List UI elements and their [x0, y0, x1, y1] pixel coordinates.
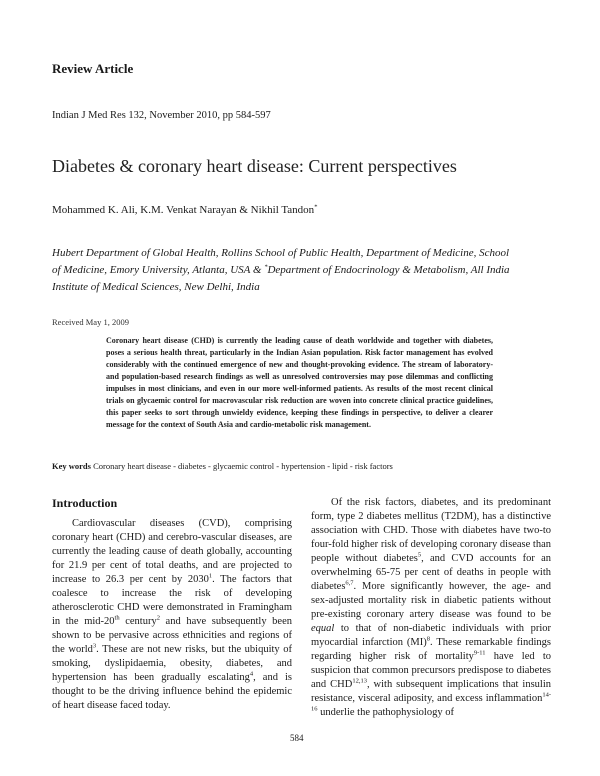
text-run: underlie the pathophysiology of [317, 707, 454, 718]
intro-paragraph-2 [311, 496, 551, 720]
received-date: Received May 1, 2009 [52, 317, 129, 327]
affiliation-part2: Department of Endocrinology & Metabolism, All India Institute of Medical Sciences, New Delhi, India [52, 264, 510, 293]
text-run: . These are not new risks, but the ubiquity of smoking, dyslipidaemia, obesity, diabetes, and hypertension has been gradually escalating [52, 644, 292, 683]
text-run: Cardiovascular diseases (CVD), comprising coronary heart (CHD) and cerebro-vascular diseases, are currently the leading cause of death globally, accounting for 21.9 per cent of total deaths, and are projected to increase to 26.3 per cent by 2030 [52, 518, 292, 585]
left-column [52, 517, 292, 713]
ref-superscript: 5 [417, 551, 422, 559]
emphasis: equal [311, 623, 335, 634]
text-run: and have subsequently been shown to be pervasive across ethnicities and regions of the world [52, 616, 292, 655]
authors-text: Mohammed K. Ali, K.M. Venkat Narayan & Nikhil Tandon [52, 204, 315, 216]
affiliation [52, 245, 512, 296]
text-run: have led to suspicion that common precursors predispose to diabetes and CHD [311, 651, 551, 690]
text-run: Of the risk factors, diabetes, and its predominant form, type 2 diabetes mellitus (T2DM), has a distinctive association with CHD. Those with diabetes have two-to four-fold higher risk of developing coronary disease than people without diabetes [311, 497, 551, 564]
text-run: . The factors that coalesce to increase the risk of developing atherosclerotic CHD were demonstrated in Framingham in the mid-20 [52, 574, 292, 627]
affiliation-part1: Hubert Department of Global Health, Rollins School of Public Health, Department of Medicine, School of Medicine, Emory University, Atlanta, USA & [52, 247, 510, 276]
ref-superscript: 6,7 [345, 579, 354, 587]
article-title: Diabetes & coronary heart disease: Current perspectives [52, 156, 457, 176]
text-run: century [119, 616, 157, 627]
ref-superscript: 12,13 [352, 677, 367, 685]
text-run: . These remarkable findings regarding higher risk of mortality [311, 637, 551, 662]
ref-superscript: 2 [156, 614, 160, 622]
affiliation-superscript: * [264, 263, 268, 271]
intro-heading: Introduction [52, 496, 118, 510]
ref-superscript: 1 [208, 572, 213, 580]
ref-superscript: th [114, 614, 120, 622]
ref-superscript: 9-11 [473, 649, 486, 657]
keywords-label: Key words [52, 461, 91, 471]
page-number: 584 [290, 733, 304, 743]
keywords-list: Coronary heart disease - diabetes - glycaemic control - hypertension - lipid - risk factors [93, 461, 393, 471]
article-type: Review Article [52, 61, 134, 76]
ref-superscript: 4 [249, 670, 254, 678]
keywords [52, 461, 393, 471]
ref-superscript: 8 [426, 635, 431, 643]
ref-superscript: 14-16 [311, 691, 551, 713]
authors [52, 204, 317, 216]
intro-paragraph-1 [52, 517, 292, 713]
text-run: , and is thought to be the driving influence behind the epidemic of heart disease faced today. [52, 672, 293, 711]
text-run: , with subsequent implications that insulin resistance, visceral adiposity, and excess inflammation [311, 679, 551, 704]
text-run: , and CVD accounts for an overwhelming 65-75 per cent of deaths in people with diabetes [311, 553, 551, 592]
text-run: to that of non-diabetic individuals with prior myocardial infarction (MI) [311, 623, 551, 648]
journal-citation: Indian J Med Res 132, November 2010, pp 584-597 [52, 110, 271, 121]
ref-superscript: 3 [92, 642, 97, 650]
abstract: Coronary heart disease (CHD) is currently the leading cause of death worldwide and together with diabetes, poses a serious health threat, particularly in the Indian Asian population. Risk factor management has evolved considerably with the continued emergence of new and thought-provoking evidence. The stream of laboratory- and population-based research findings as well as unresolved controversies may pose dilemmas and conflicting impulses in most clinicians, and even in our more well-informed patients. As results of the most recent clinical trials on glycaemic control for macrovascular risk reduction are woven into concrete clinical practice guidelines, this paper seeks to sort through unwieldy evidence, keeping these findings in perspective, to deliver a clearer message for the context of South Asia and cardio-metabolic risk management. [106, 336, 493, 429]
text-run: . More significantly however, the age- and sex-adjusted mortality risk in diabetic patients without pre-existing coronary artery disease was found to be [311, 581, 551, 620]
right-column [311, 496, 551, 720]
authors-superscript: * [314, 203, 318, 211]
